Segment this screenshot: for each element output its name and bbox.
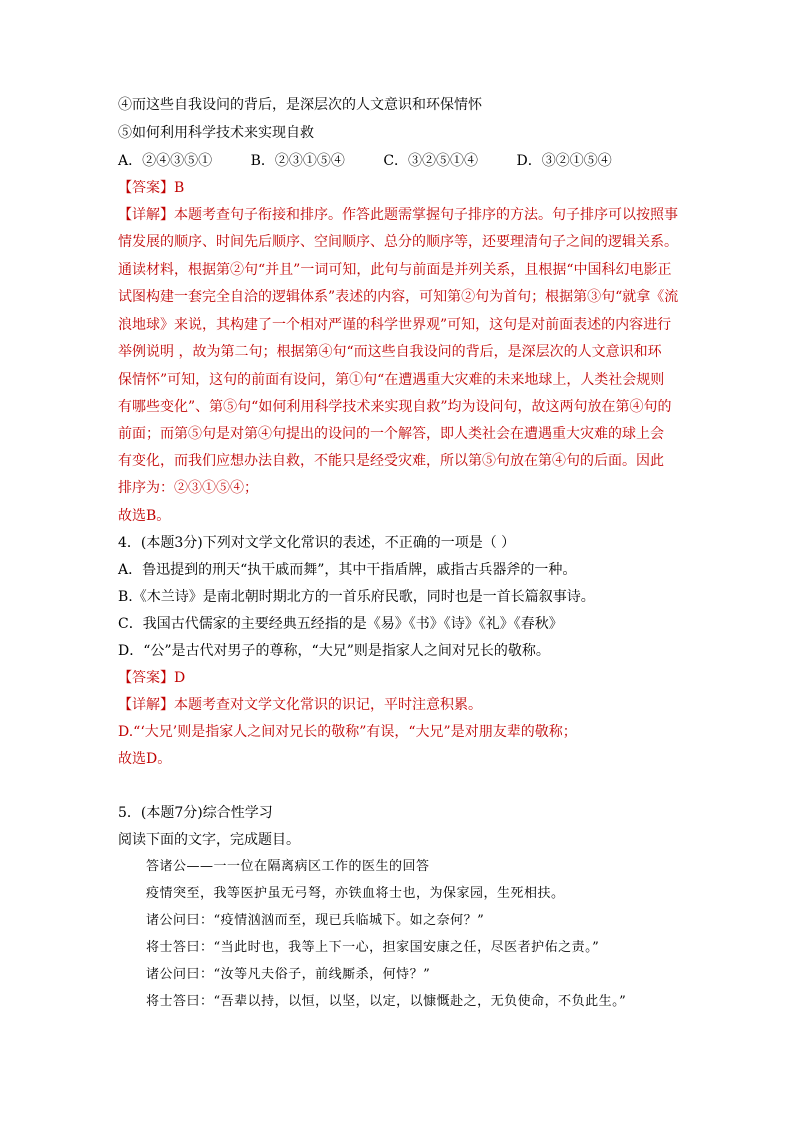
sentence-item-5: ⑤如何利用科学技术来实现自救 — [118, 125, 314, 141]
answer-value: D — [174, 670, 186, 686]
q3-option-a: A．②④③⑤① — [118, 153, 213, 169]
passage-title: 答诸公——一一位在隔离病区工作的医生的回答 — [146, 859, 430, 874]
passage-line-2: 诸公问曰：“疫情汹汹而至，现已兵临城下。如之奈何？” — [146, 913, 485, 928]
q3-detail-line-6: 举例说明 ，故为第二句；根据第④句“而这些自我设问的背后，是深层次的人文意识和环 — [118, 344, 662, 360]
q4-option-a: A．鲁迅提到的刑天“执干戚而舞”，其中干指盾牌，戚指古兵器斧的一种。 — [118, 562, 577, 578]
q3-detail-line-11: 排序为：②③①⑤④； — [118, 480, 258, 496]
q3-option-d: D．③②①⑤④ — [516, 153, 612, 169]
q3-answer — [118, 179, 184, 197]
passage-line-1: 疫情突至，我等医护虽无弓弩，亦铁血将士也，为保家园，生死相扶。 — [146, 886, 565, 901]
q3-detail-line-10: 有变化，而我们应想办法自救，不能只是经受灾难，所以第⑤句放在第④句的后面。因此 — [118, 453, 664, 469]
sentence-item-4: ④而这些自我设问的背后，是深层次的人文意识和环保情怀 — [118, 97, 482, 113]
q4-explanation: D.“‘大兄’则是指家人之间对兄长的敬称”有误，“大兄”是对朋友辈的敬称； — [118, 724, 577, 740]
q3-detail-line-1 — [118, 206, 678, 224]
q3-option-c: C．③②⑤①④ — [383, 153, 479, 169]
q4-option-d: D．“公”是古代对男子的尊称，“大兄”则是指家人之间对兄长的敬称。 — [118, 643, 550, 659]
answer-label: 【答案】 — [118, 670, 174, 686]
q3-detail-line-4: 试图构建一套完全自洽的逻辑体系”表述的内容，可知第②句为首句；根据第③句“就拿《流 — [118, 289, 679, 305]
detail-text: 本题考查对文学文化常识的识记，平时注意积累。 — [174, 697, 482, 713]
q3-detail-line-9: 前面；而第⑤句是对第④句提出的设问的一个解答，即人类社会在遭遇重大灾难的球上会 — [118, 426, 664, 442]
detail-label: 【详解】 — [118, 697, 174, 713]
detail-label: 【详解】 — [118, 207, 174, 223]
q5-stem: 5．(本题7分)综合性学习 — [118, 805, 273, 821]
q3-detail-line-7: 保情怀”可知，这句的前面有设问，第①句“在遭遇重大灾难的未来地球上，人类社会规则 — [118, 372, 665, 388]
q3-options — [118, 152, 646, 170]
q4-detail — [118, 696, 482, 714]
passage-line-4: 诸公问曰：“汝等凡夫俗子，前线厮杀，何恃？” — [146, 967, 431, 982]
answer-value: B — [174, 180, 185, 196]
q3-conclusion: 故选B。 — [118, 508, 171, 524]
q4-option-c: C．我国古代儒家的主要经典五经指的是《易》《书》《诗》《礼》《春秋》 — [118, 616, 563, 632]
q5-instruction: 阅读下面的文字，完成题目。 — [118, 832, 300, 848]
detail-text: 本题考查句子衔接和排序。作答此题需掌握句子排序的方法。句子排序可以按照事 — [174, 207, 678, 223]
q4-option-b: B.《木兰诗》是南北朝时期北方的一首乐府民歌，同时也是一首长篇叙事诗。 — [118, 589, 595, 605]
q3-detail-line-3: 通读材料，根据第②句“并且”一词可知，此句与前面是并列关系，且根据“中国科幻电影正 — [118, 262, 672, 278]
answer-label: 【答案】 — [118, 180, 174, 196]
q4-conclusion: 故选D。 — [118, 751, 172, 767]
q3-detail-line-5: 浪地球》来说，其构建了一个相对严谨的科学世界观”可知，这句是对前面表述的内容进行 — [118, 317, 672, 333]
passage-line-3: 将士答曰：“当此时也，我等上下一心，担家国安康之任，尽医者护佑之责。” — [146, 940, 600, 955]
passage-line-5: 将士答曰：“吾辈以持，以恒，以坚，以定，以慷慨赴之，无负使命，不负此生。” — [146, 994, 627, 1009]
q3-detail-line-2: 情发展的顺序、时间先后顺序、空间顺序、总分的顺序等，还要理清句子之间的逻辑关系。 — [118, 234, 678, 250]
q3-option-b: B．②③①⑤④ — [250, 153, 345, 169]
q4-answer — [118, 669, 185, 687]
q4-stem: 4．(本题3分)下列对文学文化常识的表述，不正确的一项是（ ） — [118, 535, 516, 551]
q3-detail-line-8: 有哪些变化”、第⑤句“如何利用科学技术来实现自救”均为设问句，故这两句放在第④句的 — [118, 399, 672, 415]
